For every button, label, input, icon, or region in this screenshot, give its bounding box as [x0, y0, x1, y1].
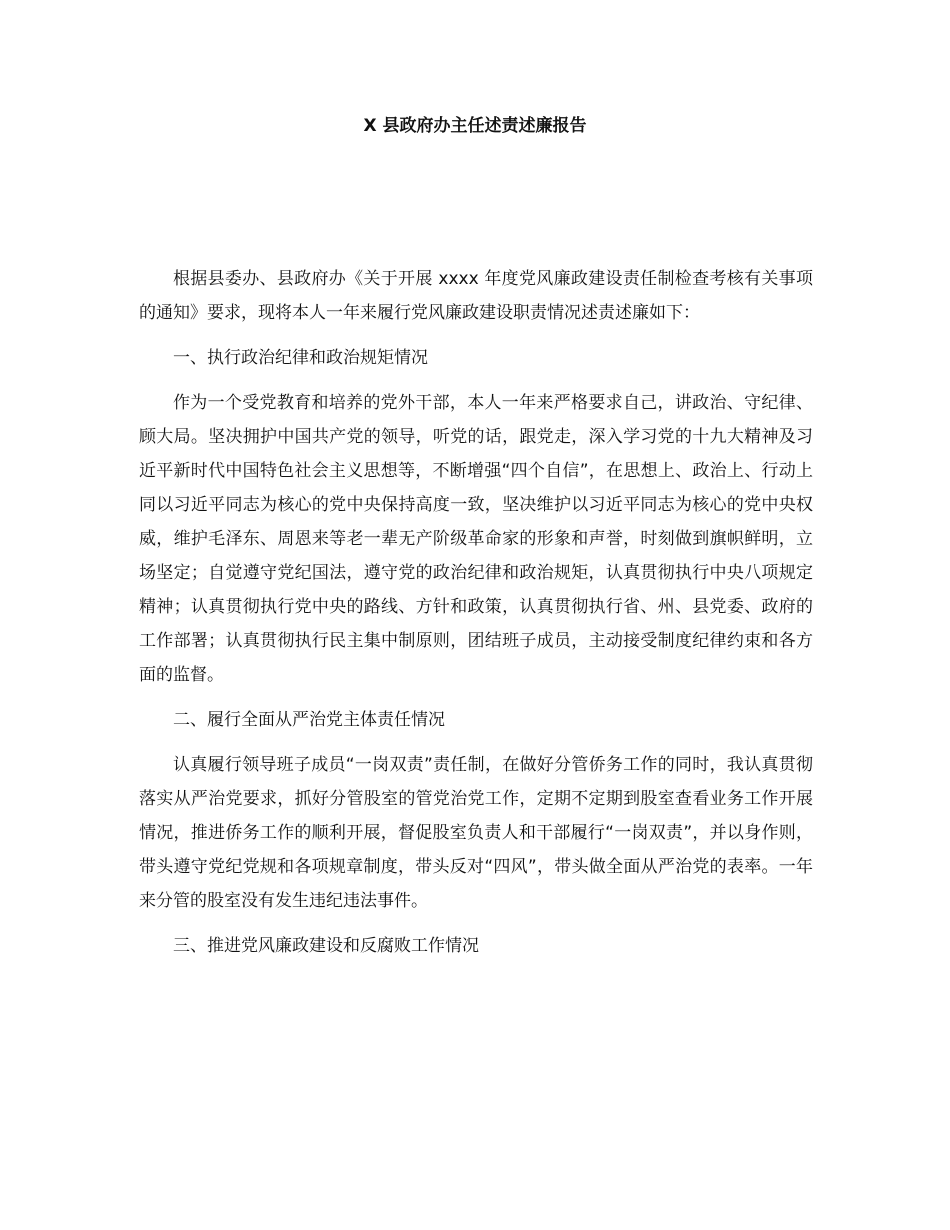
- section-paragraph-1: 作为一个受党教育和培养的党外干部，本人一年来严格要求自己，讲政治、守纪律、顾大局。坚决拥护中国共产党的领导，听党的话，跟党走，深入学习党的十九大精神及习近平新时代中国特色社会主义思想等，不断增强“四个自信”，在思想上、政治上、行动上同以习近平同志为核心的党中央保持高度一致，坚决维护以习近平同志为核心的党中央权威，维护毛泽东、周恩来等老一辈无产阶级革命家的形象和声誉，时刻做到旗帜鲜明，立场坚定；自觉遵守党纪国法，遵守党的政治纪律和政治规矩，认真贯彻执行中央八项规定精神；认真贯彻执行党中央的路线、方针和政策，认真贯彻执行省、州、县党委、政府的工作部署；认真贯彻执行民主集中制原则，团结班子成员，主动接受制度纪律约束和各方面的监督。: [139, 393, 813, 685]
- section-heading-3: 三、推进党风廉政建设和反腐败工作情况: [173, 936, 479, 956]
- section-heading-2: 二、履行全面从严治党主体责任情况: [173, 710, 445, 730]
- section-heading-1: 一、执行政治纪律和政治规矩情况: [173, 348, 428, 368]
- section-paragraph-2: 认真履行领导班子成员“一岗双责”责任制，在做好分管侨务工作的同时，我认真贯彻落实从严治党要求，抓好分管股室的管党治党工作，定期不定期到股室查看业务工作开展情况，推进侨务工作的顺利开展，督促股室负责人和干部履行“一岗双责”，并以身作则，带头遵守党纪党规和各项规章制度，带头反对“四风”，带头做全面从严治党的表率。一年来分管的股室没有发生违纪违法事件。: [139, 755, 813, 911]
- intro-paragraph: 根据县委办、县政府办《关于开展 xxxx 年度党风廉政建设责任制检查考核有关事项的通知》要求，现将本人一年来履行党风廉政建设职责情况述责述廉如下：: [139, 269, 813, 323]
- document-body: [139, 262, 813, 974]
- document-title: X 县政府办主任述责述廉报告: [363, 116, 587, 136]
